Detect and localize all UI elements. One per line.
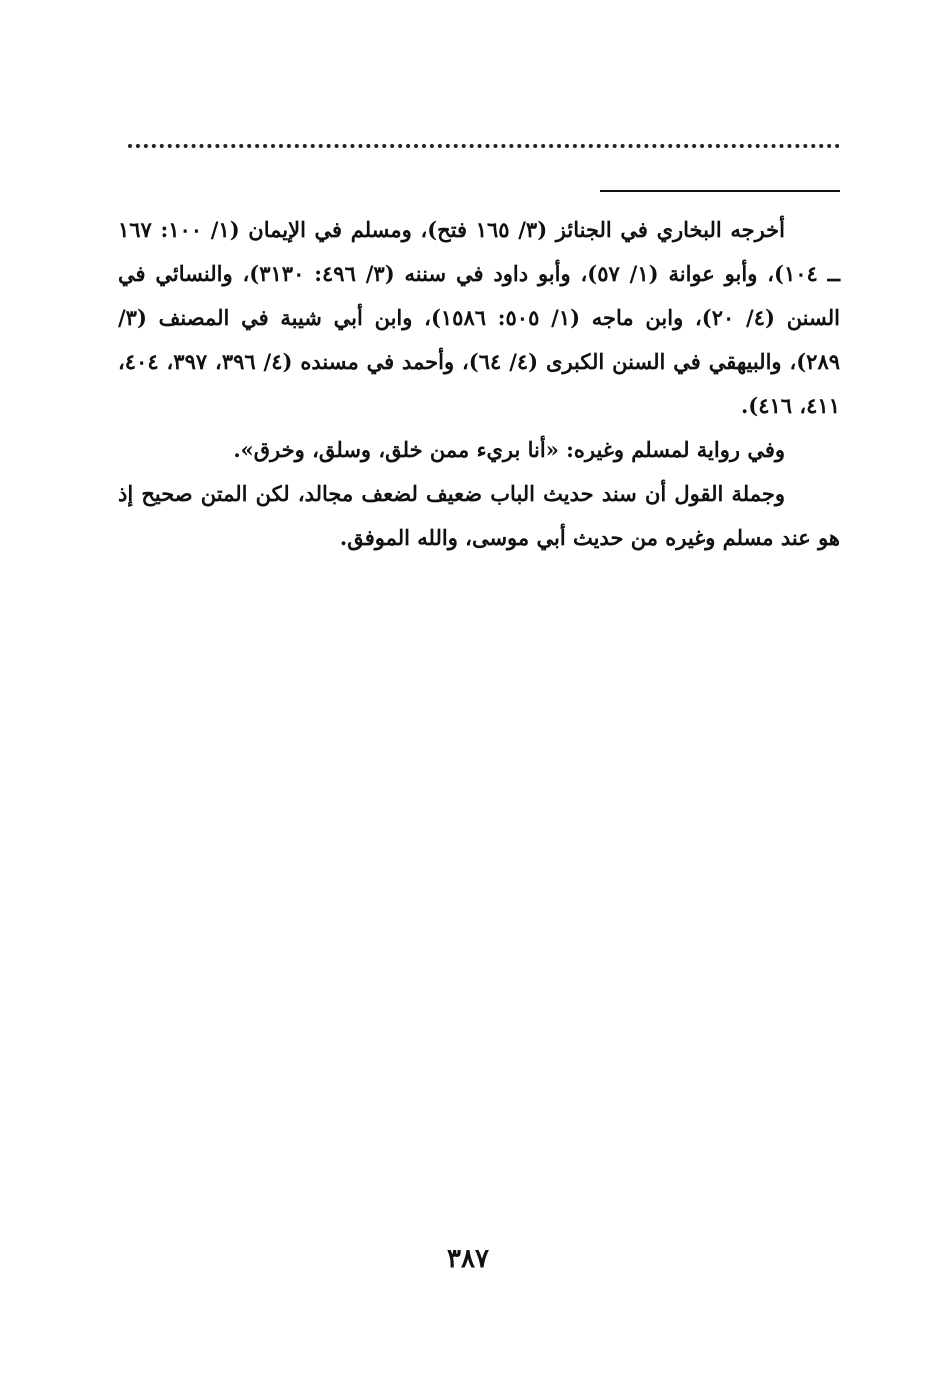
page-number: ٣٨٧: [447, 1244, 489, 1274]
dotted-separator: [128, 128, 840, 148]
footnote-block: [118, 208, 840, 560]
footnote-narration: وفي رواية لمسلم وغيره: «أنا بريء ممن خلق، وسلق، وخرق».: [233, 437, 785, 462]
footnote-conclusion: وجملة القول أن سند حديث الباب ضعيف لضعف مجالد، لكن المتن صحيح إذ هو عند مسلم وغيره من حديث أبي موسى، والله الموفق.: [118, 481, 840, 550]
footnote-rule: [600, 190, 840, 192]
footnote-citation: أخرجه البخاري في الجنائز (٣/ ١٦٥ فتح)، ومسلم في الإيمان (١/ ١٠٠: ١٦٧ ــ ١٠٤)، وأبو عوانة (١/ ٥٧)، وأبو داود في سننه (٣/ ٤٩٦: ٣١٣٠)، والنسائي في السنن (٤/ ٢٠)، وابن ماجه (١/ ٥٠٥: ١٥٨٦)، وابن أبي شيبة في المصنف (٣/ ٢٨٩)، والبيهقي في السنن الكبرى (٤/ ٦٤)، وأحمد في مسنده (٤/ ٣٩٦، ٣٩٧، ٤٠٤، ٤١١، ٤١٦).: [118, 217, 841, 418]
